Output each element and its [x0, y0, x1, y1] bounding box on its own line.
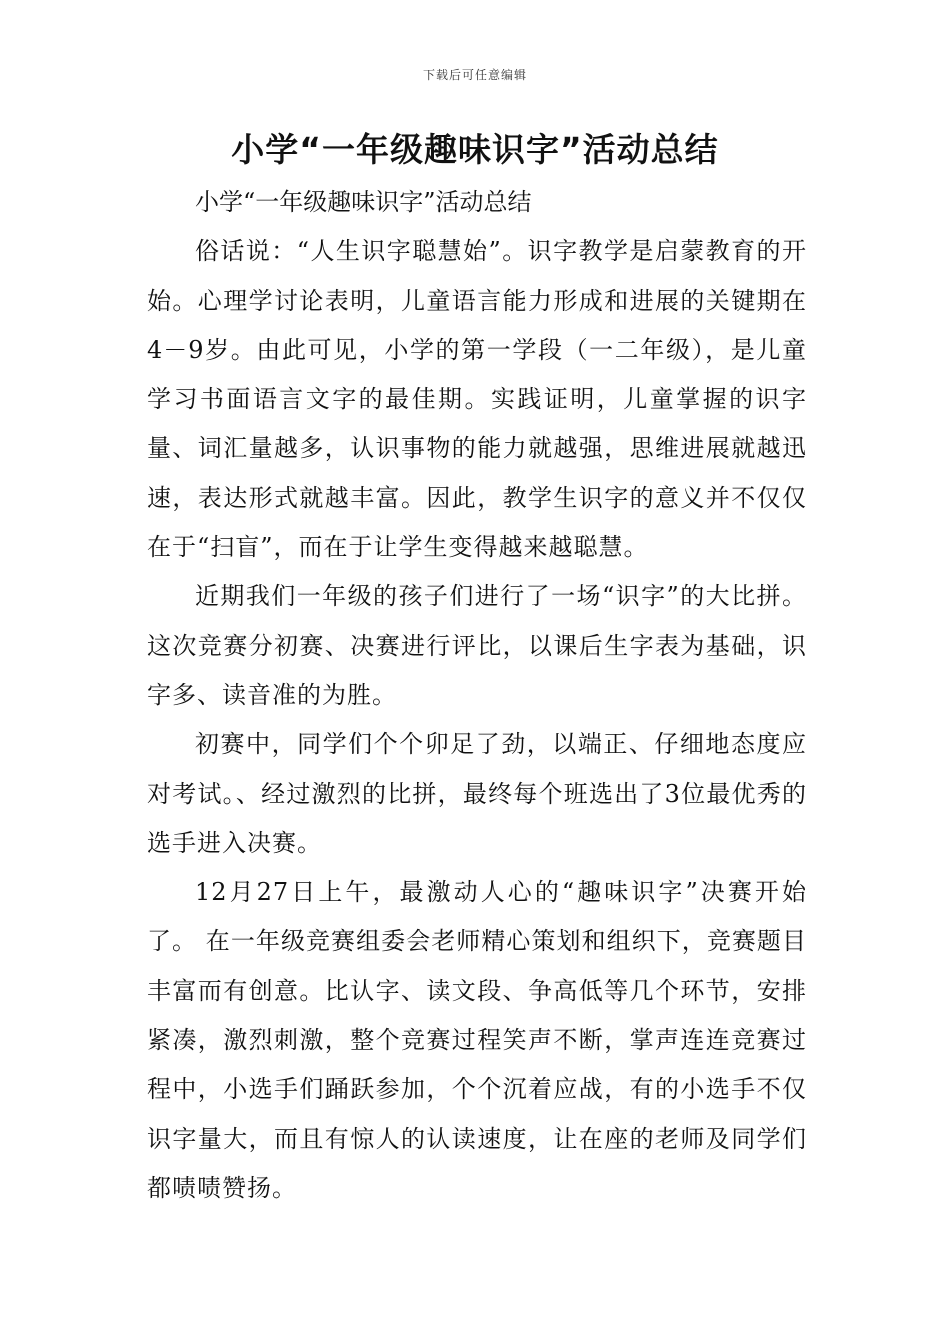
paragraph-intro: 俗话说：“人生识字聪慧始”。识字教学是启蒙教育的开始。心理学讨论表明，儿童语言能力形成和进展的关键期在4－9岁。由此可见，小学的第一学段（一二年级），是儿童学习书面语言文字的最佳期。实践证明，儿童掌握的识字量、词汇量越多，认识事物的能力就越强，思维进展就越迅速，表达形式就越丰富。因此，教学生识字的意义并不仅仅在于“扫盲”，而在于让学生变得越来越聪慧。: [147, 237, 807, 562]
paragraph-final: 12月27日上午，最激动人心的“趣味识字”决赛开始了。 在一年级竞赛组委会老师精心策划和组织下，竞赛题目丰富而有创意。比认字、读文段、争高低等几个环节，安排紧凑，激烈刺激，整个竞赛过程笑声不断，掌声连连竞赛过程中，小选手们踊跃参加，个个沉着应战，有的小选手不仅识字量大，而且有惊人的认读速度，让在座的老师及同学们都啧啧赞扬。: [147, 878, 807, 1202]
header-note: 下载后可任意编辑: [422, 68, 527, 82]
document-title: 小学“一年级趣味识字”活动总结: [231, 130, 719, 169]
paragraph-subtitle: 小学“一年级趣味识字”活动总结: [195, 188, 532, 216]
paragraph-competition: 近期我们一年级的孩子们进行了一场“识字”的大比拼。这次竞赛分初赛、决赛进行评比，以课后生字表为基础，识字多、读音准的为胜。: [147, 582, 807, 709]
document-body: [147, 178, 807, 1213]
paragraph-preliminary: 初赛中，同学们个个卯足了劲，以端正、仔细地态度应对考试。、经过激烈的比拼，最终每个班选出了3位最优秀的选手进入决赛。: [147, 730, 807, 857]
